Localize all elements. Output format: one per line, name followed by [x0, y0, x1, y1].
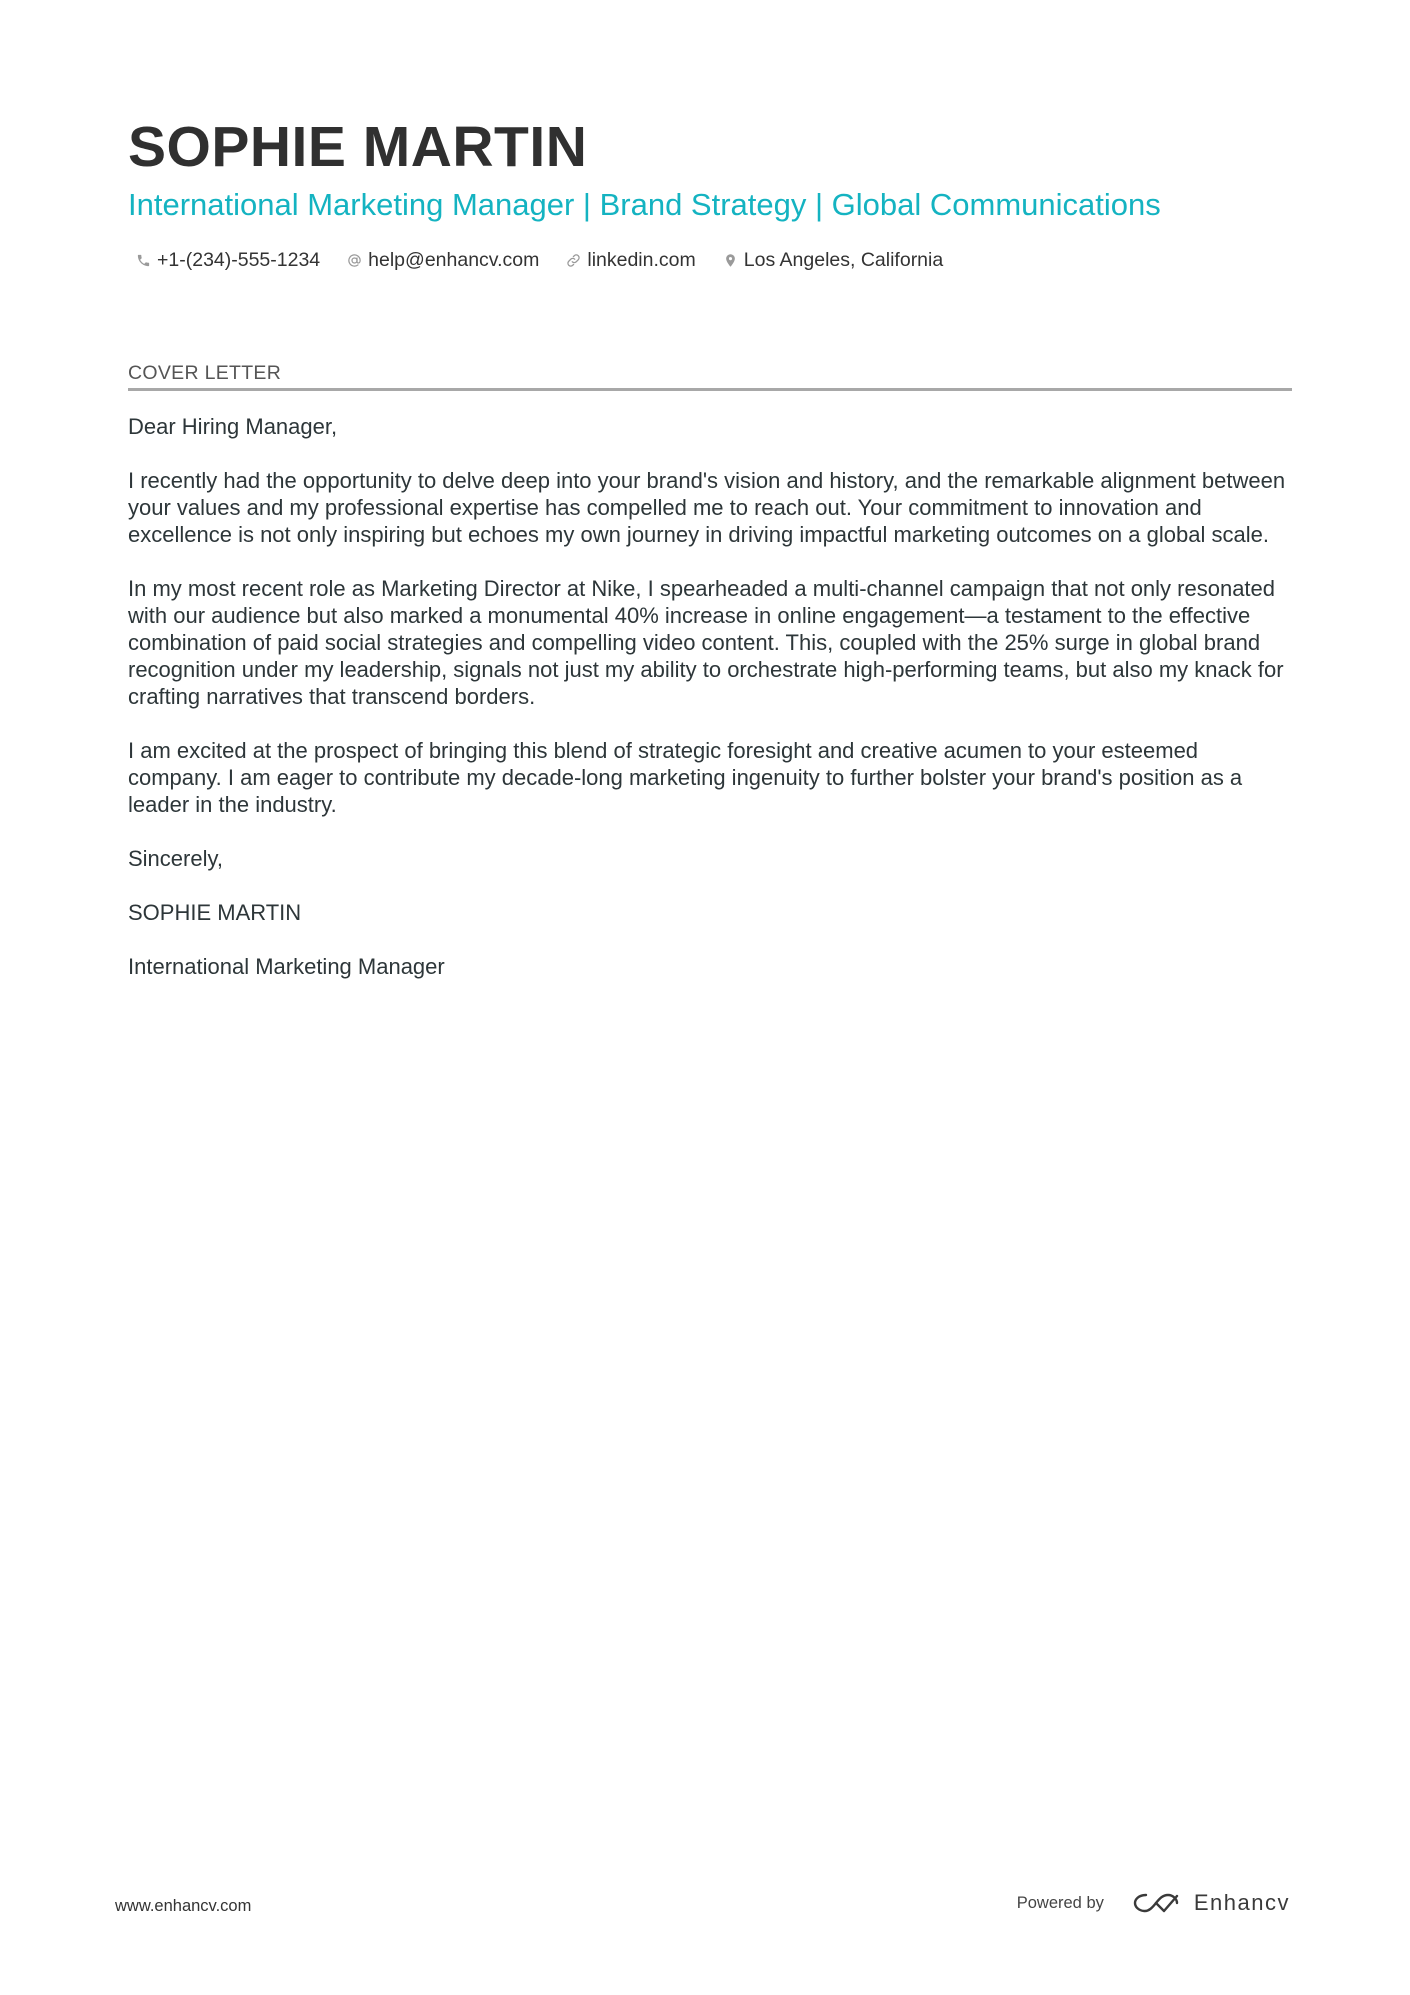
contact-linkedin-text[interactable]: linkedin.com [587, 249, 696, 271]
contact-phone-text[interactable]: +1-(234)-555-1234 [157, 249, 321, 271]
contact-email-text[interactable]: help@enhancv.com [368, 249, 540, 271]
contact-location [723, 246, 943, 274]
letter-greeting: Dear Hiring Manager, [128, 414, 338, 439]
applicant-name: SOPHIE MARTIN [128, 115, 588, 179]
contact-bar [136, 246, 970, 274]
letter-body [128, 413, 1292, 1007]
signature-name: SOPHIE MARTIN [128, 900, 302, 925]
letter-paragraph: I am excited at the prospect of bringing this blend of strategic foresight and creative acumen to your esteemed company. I am eager to contribute my decade-long marketing ingenuity to further bolster your brand's position as a leader in the industry. [128, 738, 1243, 817]
enhancv-logo-icon [1132, 1890, 1180, 1916]
letter-paragraph: In my most recent role as Marketing Director at Nike, I spearheaded a multi-channel campaign that not only resonated with our audience but also marked a monumental 40% increase in online engagement—a testament to the effective combination of paid social strategies and compelling video content. This, coupled with the 25% surge in global brand recognition under my leadership, signals not just my ability to orchestrate high-performing teams, but also my knack for crafting narratives that transcend borders. [128, 576, 1284, 709]
contact-phone [136, 246, 320, 274]
brand-name: Enhancv [1193, 1890, 1290, 1915]
headline: International Marketing Manager | Brand Strategy | Global Communications [128, 187, 1161, 222]
contact-location-text: Los Angeles, California [743, 249, 944, 271]
powered-by-label: Powered by [1016, 1894, 1104, 1912]
location-pin-icon [723, 253, 738, 268]
section-title: COVER LETTER [128, 360, 1292, 391]
phone-icon [136, 253, 151, 268]
footer-brand [1017, 1890, 1290, 1916]
footer-url[interactable]: www.enhancv.com [115, 1897, 252, 1915]
contact-email [347, 246, 539, 274]
letter-paragraph: I recently had the opportunity to delve deep into your brand's vision and history, and the remarkable alignment between your values and my professional expertise has compelled me to reach out. Your commitment to innovation and excellence is not only inspiring but echoes my own journey in driving impactful marketing outcomes on a global scale. [128, 468, 1286, 547]
link-icon [566, 253, 581, 268]
signature-title: International Marketing Manager [128, 954, 445, 979]
letter-closing: Sincerely, [128, 846, 223, 871]
at-icon [347, 253, 362, 268]
contact-linkedin [566, 246, 695, 274]
